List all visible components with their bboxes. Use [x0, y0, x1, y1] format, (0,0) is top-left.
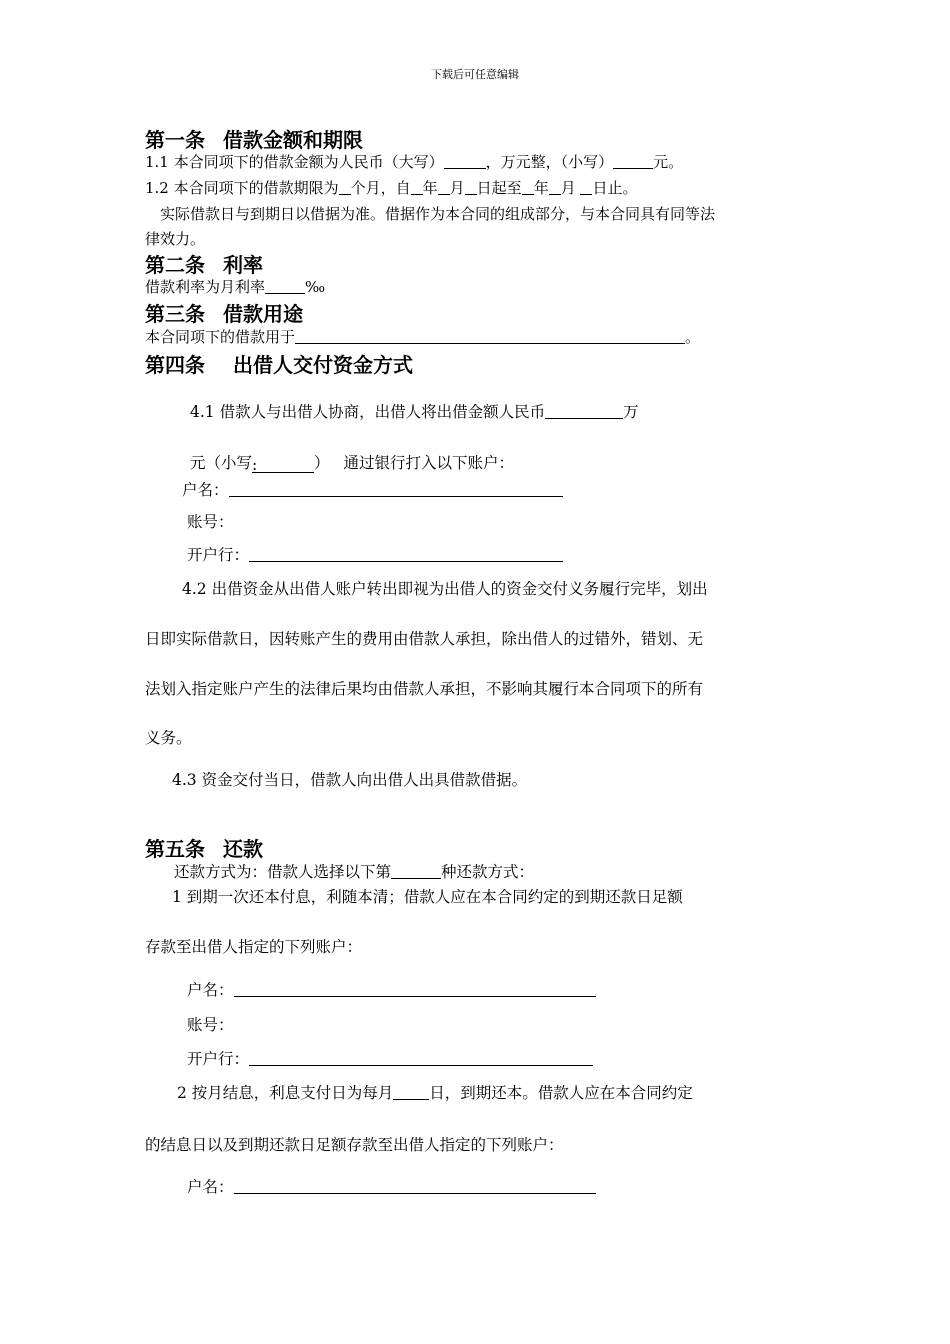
repay-account-number-row: [187, 1013, 234, 1035]
article-4-3-line: 4.3 资金交付当日，借款人向出借人出具借款借据。: [172, 771, 528, 789]
account-name-field[interactable]: [234, 1177, 596, 1194]
blank-interest-day[interactable]: [393, 1083, 429, 1100]
article-5-number: 第五条: [145, 837, 205, 861]
repay-account-name-row: [187, 978, 596, 1000]
article-1-line-3: 实际借款日与到期日以借据为准。借据作为本合同的组成部分，与本合同具有同等法: [160, 205, 716, 223]
text-segment: 还款方式为：借款人选择以下第: [174, 863, 392, 881]
blank-loan-purpose[interactable]: [295, 327, 685, 344]
article-1-number: 第一条: [145, 128, 205, 152]
text-segment: 个月，自: [350, 179, 411, 197]
text-segment: 通过银行打入以下账户：: [343, 454, 515, 472]
article-1-line-1: [145, 151, 683, 172]
account-name-label: 户名：: [182, 481, 229, 499]
article-2-title: 利率: [223, 253, 263, 277]
blank-amount-figure[interactable]: [613, 152, 653, 169]
text-segment: 本合同项下的借款用于: [145, 328, 296, 346]
text-segment: 元（小写: [190, 454, 253, 472]
blank-start-year[interactable]: [411, 178, 423, 195]
text-segment: 日起至: [476, 179, 522, 197]
text-segment: 月: [449, 179, 465, 197]
text-segment: 。: [685, 328, 701, 346]
repay-bank-row: [187, 1047, 593, 1069]
text-segment: 2 按月结息，利息支付日为每月: [177, 1084, 394, 1102]
text-segment: 年: [533, 179, 549, 197]
account-name-label: 户名：: [187, 981, 234, 999]
article-3-line-1: [145, 326, 700, 347]
blank-lend-amount-figure[interactable]: [252, 456, 314, 473]
text-segment: 元。: [653, 153, 684, 171]
article-1-line-4: 律效力。: [145, 230, 206, 248]
text-segment: 借款利率为月利率: [145, 278, 266, 296]
text-segment: 日止。: [592, 179, 638, 197]
blank-lend-amount[interactable]: [545, 402, 623, 419]
lender-account-name-row: [182, 478, 563, 500]
blank-repayment-option[interactable]: [391, 862, 441, 879]
page-header: 下载后可任意编辑: [431, 68, 519, 81]
blank-interest-rate[interactable]: [265, 277, 305, 294]
article-5-line-1: [174, 860, 534, 882]
account-number-label: 账号：: [187, 513, 234, 531]
account-name-field[interactable]: [229, 480, 563, 497]
article-4-number: 第四条: [145, 353, 205, 377]
article-3-title: 借款用途: [223, 302, 303, 326]
article-2-number: 第二条: [145, 253, 205, 277]
article-1-heading: [145, 124, 363, 153]
article-3-heading: [145, 298, 303, 327]
article-4-2-line-4: 义务。: [145, 729, 192, 747]
option-2-line-1: [177, 1081, 693, 1103]
article-4-1-line-2: [190, 451, 514, 473]
lender-bank-row: [187, 543, 563, 565]
bank-label: 开户行：: [187, 1050, 250, 1068]
blank-start-day[interactable]: [465, 178, 477, 195]
article-3-number: 第三条: [145, 302, 205, 326]
article-2-heading: [145, 249, 263, 278]
article-4-heading: [145, 349, 413, 378]
blank-amount-capital[interactable]: [444, 152, 486, 169]
text-segment: ）: [314, 454, 330, 472]
article-4-2-line-1: 4.2 出借资金从出借人账户转出即视为出借人的资金交付义务履行完毕，划出: [182, 580, 708, 598]
lender-account-number-row: [187, 510, 234, 532]
text-segment: 4.1 借款人与出借人协商，出借人将出借金额人民币: [190, 403, 546, 421]
text-segment: ‰: [305, 278, 326, 296]
bank-field[interactable]: [249, 1049, 593, 1066]
article-1-line-2: [145, 177, 638, 198]
bank-field[interactable]: [249, 545, 563, 562]
text-segment: :: [252, 456, 258, 474]
article-2-line-1: [145, 276, 325, 297]
blank-end-month[interactable]: [549, 178, 561, 195]
account-name-field[interactable]: [234, 980, 596, 997]
option-2-line-2: 的结息日以及到期还款日足额存款至出借人指定的下列账户：: [145, 1136, 564, 1154]
article-5-heading: [145, 833, 263, 862]
blank-start-month[interactable]: [438, 178, 450, 195]
bank-label: 开户行：: [187, 546, 250, 564]
text-segment: 1.1 本合同项下的借款金额为人民币（大写）: [145, 153, 444, 171]
text-segment: 月: [560, 179, 581, 197]
article-4-title: 出借人交付资金方式: [233, 353, 413, 377]
option-1-line-2: 存款至出借人指定的下列账户：: [145, 938, 363, 956]
article-1-title: 借款金额和期限: [223, 128, 363, 152]
text-segment: 1.2 本合同项下的借款期限为: [145, 179, 339, 197]
account-name-label: 户名：: [187, 1178, 234, 1196]
blank-end-year[interactable]: [522, 178, 534, 195]
option-1-line-1: 1 到期一次还本付息，利随本清；借款人应在本合同约定的到期还款日足额: [172, 888, 683, 906]
text-segment: 日，到期还本。借款人应在本合同约定: [429, 1084, 693, 1102]
article-4-1-line-1: [190, 400, 639, 422]
repay2-account-name-row: [187, 1175, 596, 1197]
blank-months[interactable]: [339, 178, 351, 195]
blank-end-day[interactable]: [580, 178, 592, 195]
article-5-title: 还款: [223, 837, 263, 861]
text-segment: ，万元整，（小写）: [485, 153, 614, 171]
article-4-2-line-3: 法划入指定账户产生的法律后果均由借款人承担，不影响其履行本合同项下的所有: [145, 680, 704, 698]
account-number-label: 账号：: [187, 1016, 234, 1034]
text-segment: 种还款方式：: [441, 863, 535, 881]
text-segment: 年: [422, 179, 438, 197]
text-segment: 万: [623, 403, 639, 421]
article-4-2-line-2: 日即实际借款日，因转账产生的费用由借款人承担，除出借人的过错外，错划、无: [145, 630, 704, 648]
